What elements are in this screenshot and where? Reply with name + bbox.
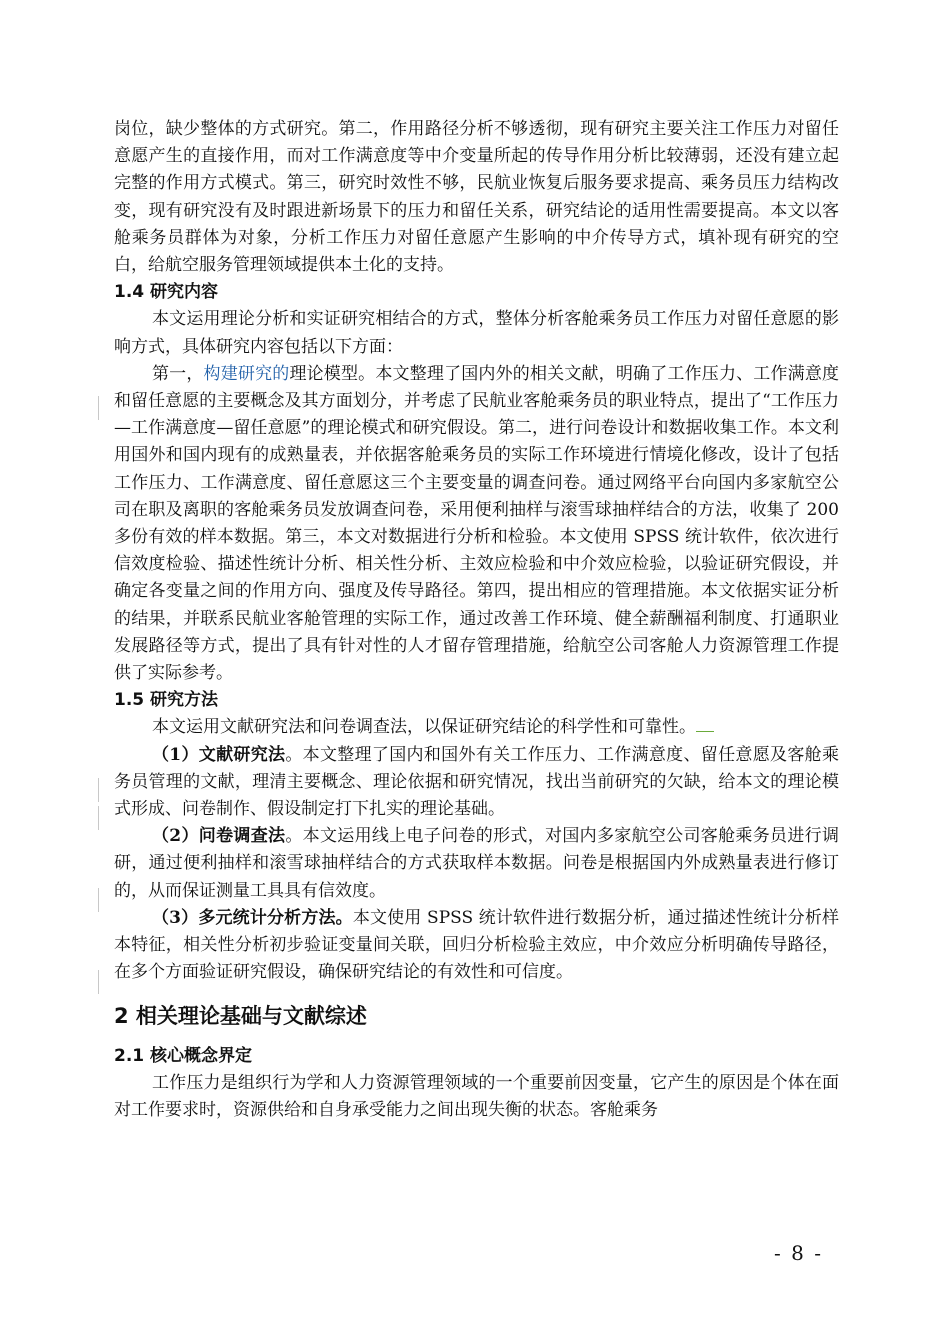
method-1-paragraph [114,742,839,824]
revision-bar [98,396,99,420]
edit-mark [696,729,714,732]
method-1-body: 。本文整理了国内和国外有关工作压力、工作满意度、留任意愿及客舱乘务员管理的文献，理清主要概念、理论依据和研究情况，找出当前研究的欠缺，给本文的理论模式形成、问卷制作、假设制定打下扎实的理论基础。 [114,744,839,820]
revision-bar [98,806,99,830]
document-body [114,116,839,1124]
method-2-paragraph [114,823,839,905]
section-heading-2-1: 2.1 核心概念界定 [114,1045,253,1066]
method-2-body: 。本文运用线上电子问卷的形式，对国内多家航空公司客舱乘务员进行调研，通过便利抽样和滚雪球抽样结合的方式获取样本数据。问卷是根据国内外成熟量表进行修订的，从而保证测量工具具有信效度。 [114,826,839,901]
revision-bar [98,970,99,994]
method-3-paragraph [114,905,839,987]
paragraph-1-4-a: 本文运用理论分析和实证研究相结合的方式，整体分析客舱乘务员工作压力对留任意愿的影响方式，具体研究内容包括以下方面： [114,309,839,357]
paragraph-1-4-b [114,361,839,687]
paragraph-1-4-b-prefix: 第一， [152,363,204,384]
method-2-title: （2）问卷调查法 [152,826,286,847]
paragraph-1-5-a [114,714,839,741]
revision-bar [98,778,99,802]
revision-bar [98,888,99,912]
method-1-title: （1）文献研究法 [152,744,286,765]
paragraph-1-4-b-body: 理论模型。本文整理了国内外的相关文献，明确了工作压力、工作满意度和留任意愿的主要概念及其方面划分，并考虑了民航业客舱乘务员的职业特点，提出了“工作压力—工作满意度—留任意愿”的理论模式和研究假设。第二，进行问卷设计和数据收集工作。本文利用国外和国内现有的成熟量表，并依据客舱乘务员的实际工作环境进行情境化修改，设计了包括工作压力、工作满意度、留任意愿这三个主要变量的调查问卷。通过网络平台向国内多家航空公司在职及离职的客舱乘务员发放调查问卷，采用便利抽样与滚雪球抽样结合的方法，收集了 200 多份有效的样本数据。第三，本文对数据进行分析和检验。本文使用 SPSS 统计软件，依次进行信效度检验、描述性统计分析、相关性分析、主效应检验和中介效应检验，以验证研究假设，并确定各变量之间的作用方向、强度及传导路径。第四，提出相应的管理措施。本文依据实证分析的结果，并联系民航业客舱管理的实际工作，通过改善工作环境、健全薪酬福利制度、打通职业发展路径等方式，提出了具有针对性的人才留存管理措施，给航空公司客舱人力资源管理工作提供了实际参考。 [114,363,840,684]
linked-text[interactable]: 构建研究的 [203,363,290,384]
paragraph-2-1: 工作压力是组织行为学和人力资源管理领域的一个重要前因变量，它产生的原因是个体在面对工作要求时，资源供给和自身承受能力之间出现失衡的状态。客舱乘务 [114,1072,839,1120]
chapter-heading-2: 2 相关理论基础与文献综述 [114,1003,367,1028]
method-3-body: 本文使用 SPSS 统计软件进行数据分析，通过描述性统计分析样本特征，相关性分析初步验证变量间关联，回归分析检验主效应，中介效应分析明确传导路径，在多个方面验证研究假设，确保研究结论的有效性和可信度。 [114,907,839,983]
page-number: - 8 - [774,1241,823,1265]
paragraph-1-5-a-text: 本文运用文献研究法和问卷调查法，以保证研究结论的科学性和可靠性 [152,717,679,738]
method-3-title: （3）多元统计分析方法。 [152,907,353,928]
section-heading-1-5: 1.5 研究方法 [114,690,219,711]
intro-paragraph: 岗位，缺少整体的方式研究。第二，作用路径分析不够透彻，现有研究主要关注工作压力对留任意愿产生的直接作用，而对工作满意度等中介变量所起的传导作用分析比较薄弱，还没有建立起完整的作用方式模式。第三，研究时效性不够，民航业恢复后服务要求提高、乘务员压力结构改变，现有研究没有及时跟进新场景下的压力和留任关系，研究结论的适用性需要提高。本文以客舱乘务员群体为对象，分析工作压力对留任意愿产生影响的中介传导方式，填补现有研究的空白，给航空服务管理领域提供本土化的支持。 [114,119,839,276]
paragraph-1-5-a-end: 。 [679,717,696,738]
section-heading-1-4: 1.4 研究内容 [114,282,219,303]
